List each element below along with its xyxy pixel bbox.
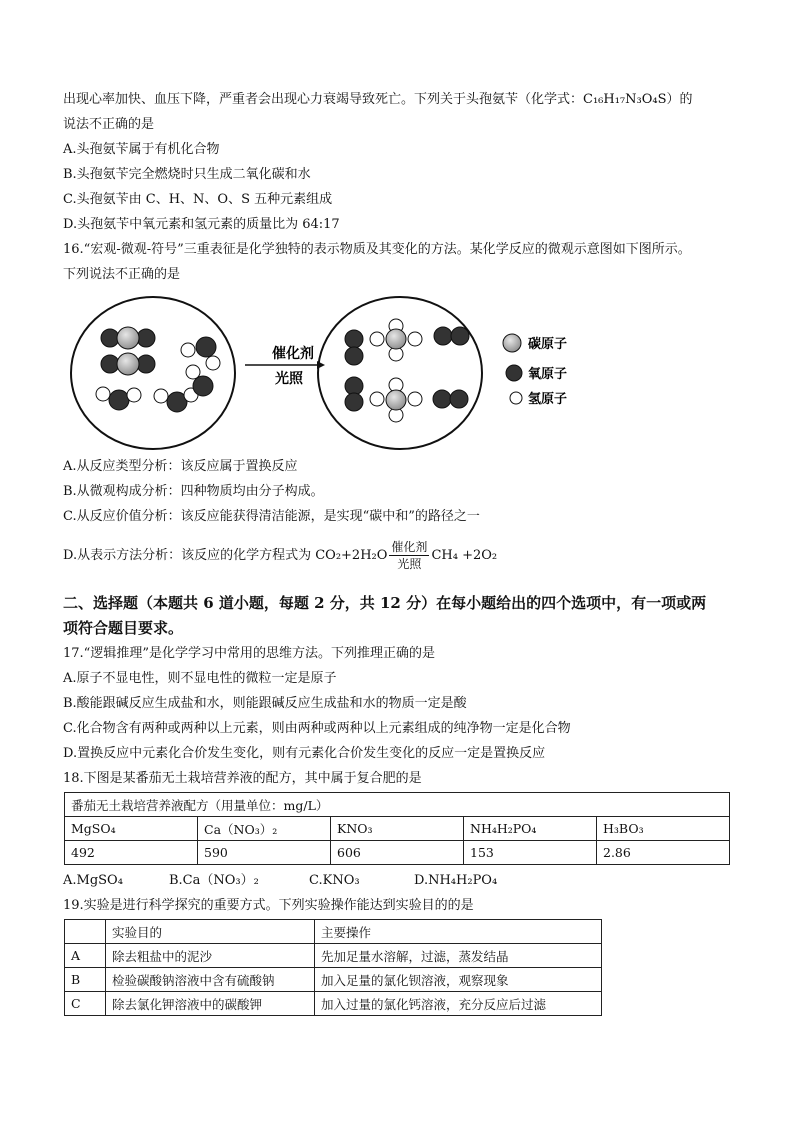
o2-molecule [345,330,363,365]
o2-molecule [434,327,469,345]
q19-stem: 19.实验是进行科学探究的重要方式。下列实验操作能达到实验目的的是 [63,898,474,913]
q17-option-b: B.酸能跟碱反应生成盐和水，则能跟碱反应生成盐和水的物质一定是酸 [63,696,467,711]
q15-option-a: A.头孢氨苄属于有机化合物 [63,142,220,157]
condition-catalyst: 催化剂 [391,540,428,554]
table-value-row [65,841,730,865]
q18-stem: 18.下图是某番茄无土栽培营养液的配方，其中属于复合肥的是 [63,771,422,786]
experiment-table [64,919,602,1016]
table-header-cell: H₃BO₃ [597,817,730,841]
section2-heading-line1: 二、选择题（本题共 6 道小题，每题 2 分，共 12 分）在每小题给出的四个选项中，有一项或两 [63,594,707,612]
q17-option-d: D.置换反应中元素化合价发生变化，则有元素化合价发生变化的反应一定是置换反应 [63,746,546,761]
q18-option-a: A.MgSO₄ [63,873,123,888]
hydrogen-atom-legend-icon [510,392,522,404]
co2-molecule [101,327,155,349]
q16-option-a: A.从反应类型分析：该反应属于置换反应 [63,459,298,474]
table-cell: 加入过量的氯化钙溶液，充分反应后过滤 [315,992,602,1016]
table-cell: 加入足量的氯化钡溶液，观察现象 [315,968,602,992]
table-cell: 590 [198,841,331,865]
o2-molecule [345,377,363,411]
table-row [65,944,602,968]
table-header-cell: MgSO₄ [65,817,198,841]
table-cell: 除去氯化钾溶液中的碳酸钾 [106,992,315,1016]
table-cell: 2.86 [597,841,730,865]
table-header-cell: 主要操作 [315,920,602,944]
table-cell: 492 [65,841,198,865]
q16-stem-line2: 下列说法不正确的是 [63,267,181,282]
o2-molecule [433,390,468,408]
legend-oxygen: 氧原子 [528,367,568,382]
nutrient-formula-table [64,792,730,865]
q18-option-d: D.NH₄H₂PO₄ [414,873,498,888]
q15-option-d: D.头孢氨苄中氧元素和氢元素的质量比为 64:17 [63,217,340,232]
legend-hydrogen: 氢原子 [528,392,568,407]
table-cell: 606 [331,841,464,865]
reaction-diagram [63,292,603,454]
q18-option-c: C.KNO₃ [309,873,360,888]
q16-option-c: C.从反应价值分析：该反应能获得清洁能源，是实现“碳中和”的路径之一 [63,509,480,524]
table-row [65,968,602,992]
table-row [65,992,602,1016]
legend-carbon: 碳原子 [528,337,568,352]
q17-option-c: C.化合物含有两种或两种以上元素，则由两种或两种以上元素组成的纯净物一定是化合物 [63,721,571,736]
table-cell: 153 [464,841,597,865]
h2o-molecule [154,388,198,412]
table-header-cell: NH₄H₂PO₄ [464,817,597,841]
q16-option-d-suffix: CH₄ +2O₂ [431,548,498,563]
table-header-cell [65,920,106,944]
q16-stem-line1: 16.“宏观-微观-符号”三重表征是化学独特的表示物质及其变化的方法。某化学反应的微观示意图如下图所示。 [63,242,691,257]
q17-option-a: A.原子不显电性，则不显电性的微粒一定是原子 [63,671,337,686]
q15-intro-line2: 说法不正确的是 [63,117,155,132]
h2o-molecule [181,337,220,370]
oxygen-atom-legend-icon [506,365,522,381]
ch4-molecule [370,378,422,422]
table-cell: A [65,944,106,968]
h2o-molecule [96,387,141,410]
reaction-condition [389,539,429,572]
q16-option-d-prefix: D.从表示方法分析：该反应的化学方程式为 CO₂+2H₂O [63,548,388,563]
table-cell: B [65,968,106,992]
q17-stem: 17.“逻辑推理”是化学学习中常用的思维方法。下列推理正确的是 [63,646,435,661]
table-header-cell: Ca（NO₃）₂ [198,817,331,841]
table-title-row [65,793,730,817]
q16-option-b: B.从微观构成分析：四种物质均由分子构成。 [63,484,324,499]
arrow-top-label: 催化剂 [272,346,314,362]
table-cell: C [65,992,106,1016]
table-cell: 除去粗盐中的泥沙 [106,944,315,968]
q16-option-d [63,538,497,574]
ch4-molecule [370,319,422,361]
q18-option-b: B.Ca（NO₃）₂ [169,873,259,888]
section2-heading-line2: 项符合题目要求。 [63,619,184,637]
condition-light: 光照 [397,557,422,571]
table-header-cell: KNO₃ [331,817,464,841]
table-cell: 检验碳酸钠溶液中含有硫酸钠 [106,968,315,992]
q18-options [63,872,497,890]
arrow-bottom-label: 光照 [275,371,303,387]
table-header-row [65,920,602,944]
table-header-cell: 实验目的 [106,920,315,944]
co2-molecule [101,353,155,375]
q15-option-b: B.头孢氨苄完全燃烧时只生成二氧化碳和水 [63,167,311,182]
reactants-circle [71,297,235,449]
table-cell: 先加足量水溶解，过滤，蒸发结晶 [315,944,602,968]
carbon-atom-legend-icon [503,334,521,352]
q15-option-c: C.头孢氨苄由 C、H、N、O、S 五种元素组成 [63,192,333,207]
table-header-row [65,817,730,841]
table-title: 番茄无土栽培营养液配方（用量单位：mg/L） [65,793,730,817]
q15-intro-line1: 出现心率加快、血压下降，严重者会出现心力衰竭导致死亡。下列关于头孢氨苄（化学式：C₁₆H₁₇N₃O₄S）的 [63,92,693,107]
